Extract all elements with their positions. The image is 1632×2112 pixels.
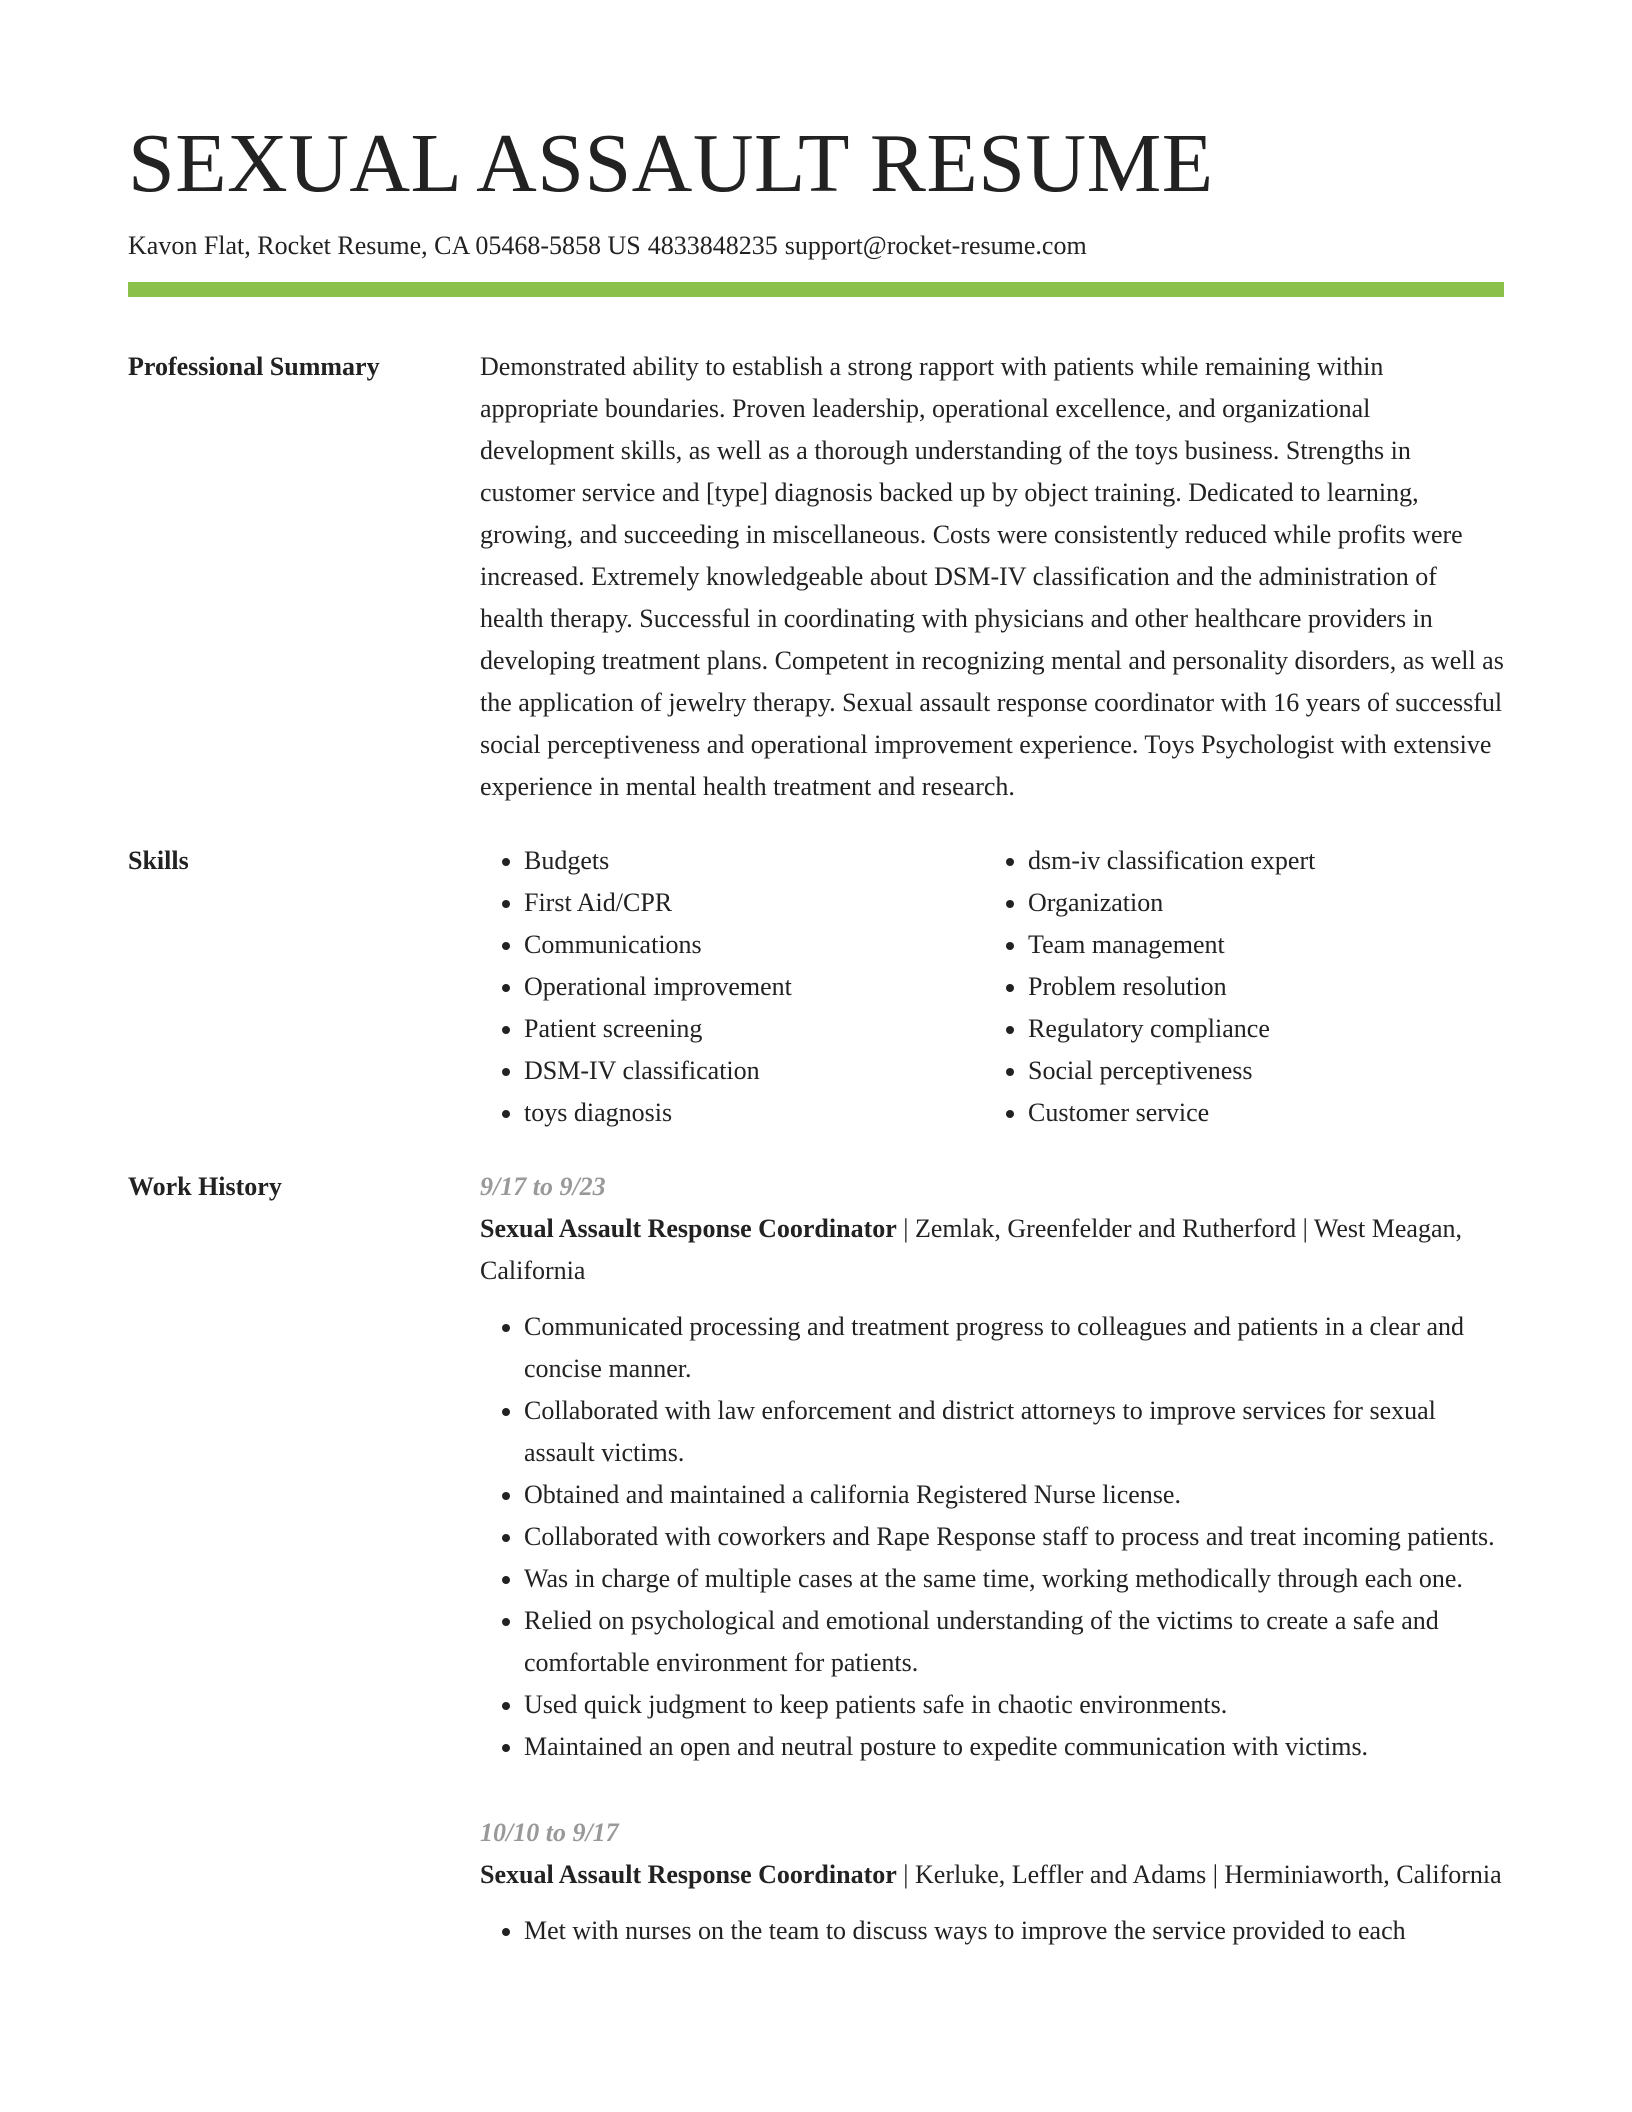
skill-item: • Customer service — [1028, 1092, 1488, 1134]
contact-phone: 4833848235 — [647, 231, 778, 260]
skill-item: • toys diagnosis — [524, 1092, 984, 1134]
job-title: Sexual Assault Response Coordinator — [480, 1860, 897, 1889]
job-separator: | — [903, 1214, 909, 1243]
job-bullet: • Used quick judgment to keep patients safe in chaotic environments. — [524, 1684, 1504, 1726]
job-separator: | — [1212, 1860, 1218, 1889]
job-entry — [480, 1166, 1504, 1768]
contact-line — [128, 230, 1504, 262]
skill-item: • Patient screening — [524, 1008, 984, 1050]
job-bullet: • Met with nurses on the team to discuss ways to improve the service provided to each — [524, 1910, 1504, 1952]
job-separator: | — [903, 1860, 909, 1889]
job-bullet: • Collaborated with law enforcement and district attorneys to improve services for sexual assault victims. — [524, 1390, 1504, 1474]
work-history-heading: Work History — [128, 1172, 282, 1201]
skill-item: • Organization — [1028, 882, 1488, 924]
job-location: Herminiaworth, California — [1224, 1860, 1502, 1889]
contact-email[interactable]: support@rocket-resume.com — [784, 231, 1087, 260]
job-title: Sexual Assault Response Coordinator — [480, 1214, 897, 1243]
skill-item: • Problem resolution — [1028, 966, 1488, 1008]
job-title-line — [480, 1208, 1504, 1292]
work-history-body — [480, 1166, 1504, 1996]
job-bullet: • Relied on psychological and emotional understanding of the victims to create a safe and comfortable environment for patients. — [524, 1600, 1504, 1684]
summary-section — [128, 346, 1504, 808]
skill-item: • Regulatory compliance — [1028, 1008, 1488, 1050]
skills-body — [480, 840, 1504, 1134]
job-dates: 9/17 to 9/23 — [480, 1172, 606, 1201]
header-divider — [128, 282, 1504, 297]
job-entry — [480, 1812, 1504, 1952]
summary-text: Demonstrated ability to establish a strong rapport with patients while remaining within appropriate boundaries. Proven leadership, operational excellence, and organizational development skills, as well as a thorough understanding of the toys business. Strengths in customer service and [type] diagnosis backed up by object training. Dedicated to learning, growing, and succeeding in miscellaneous. Costs were consistently reduced while profits were increased. Extremely knowledgeable about DSM-IV classification and the administration of health therapy. Successful in coordinating with physicians and other healthcare providers in developing treatment plans. Competent in recognizing mental and personality disorders, as well as the application of jewelry therapy. Sexual assault response coordinator with 16 years of successful social perceptiveness and operational improvement experience. Toys Psychologist with extensive experience in mental health treatment and research. — [480, 352, 1504, 801]
skill-item: • dsm-iv classification expert — [1028, 840, 1488, 882]
job-separator: | — [1302, 1214, 1308, 1243]
skill-item: • First Aid/CPR — [524, 882, 984, 924]
job-bullet-list — [480, 1910, 1504, 1952]
resume-title: SEXUAL ASSAULT RESUME — [128, 117, 1214, 210]
summary-body — [480, 346, 1504, 808]
job-company: Zemlak, Greenfelder and Rutherford — [915, 1214, 1297, 1243]
skill-item: • Operational improvement — [524, 966, 984, 1008]
job-title-line — [480, 1854, 1504, 1896]
job-dates: 10/10 to 9/17 — [480, 1818, 619, 1847]
work-history-section — [128, 1166, 1504, 1996]
resume-header — [128, 0, 1504, 297]
job-bullet: • Obtained and maintained a california Registered Nurse license. — [524, 1474, 1504, 1516]
skill-item: • Social perceptiveness — [1028, 1050, 1488, 1092]
job-company: Kerluke, Leffler and Adams — [915, 1860, 1207, 1889]
summary-heading: Professional Summary — [128, 352, 380, 381]
skills-list-right — [984, 840, 1488, 1134]
contact-address: Kavon Flat, Rocket Resume, CA 05468-5858 US — [128, 231, 641, 260]
skill-item: • DSM-IV classification — [524, 1050, 984, 1092]
job-bullet: • Maintained an open and neutral posture to expedite communication with victims. — [524, 1726, 1504, 1768]
skill-item: • Budgets — [524, 840, 984, 882]
job-bullet: • Was in charge of multiple cases at the same time, working methodically through each one. — [524, 1558, 1504, 1600]
skill-item: • Communications — [524, 924, 984, 966]
resume-page — [128, 0, 1504, 1996]
skill-item: • Team management — [1028, 924, 1488, 966]
job-bullet-list — [480, 1306, 1504, 1768]
skills-section — [128, 840, 1504, 1134]
job-bullet: • Collaborated with coworkers and Rape Response staff to process and treat incoming patients. — [524, 1516, 1504, 1558]
skills-heading: Skills — [128, 846, 189, 875]
job-location: West Meagan, California — [480, 1214, 1462, 1285]
job-bullet: • Communicated processing and treatment progress to colleagues and patients in a clear and concise manner. — [524, 1306, 1504, 1390]
skills-list-left — [480, 840, 984, 1134]
